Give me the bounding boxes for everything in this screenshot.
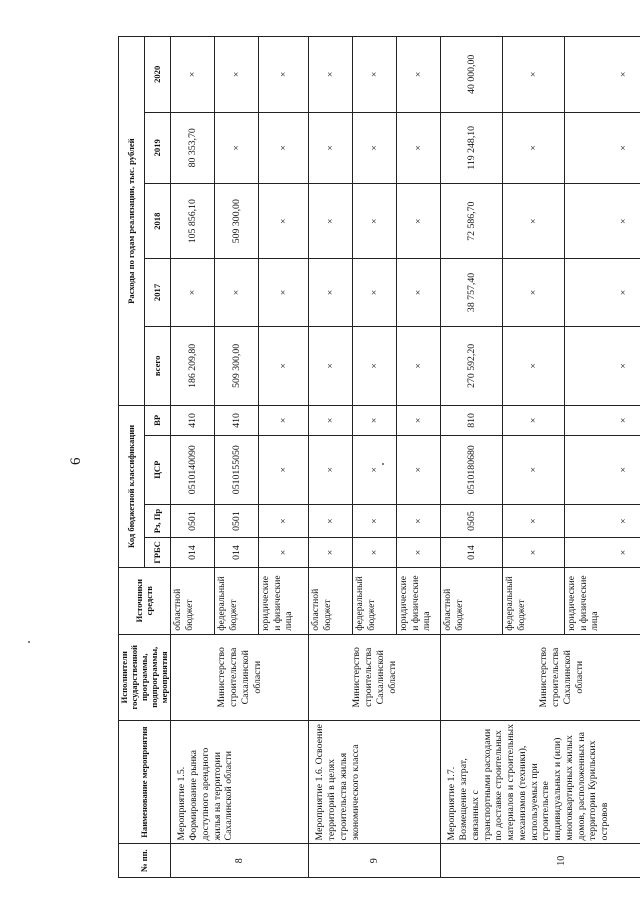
cell-rzpr: ×: [309, 504, 353, 538]
col-grbs-header: ГРБС: [145, 538, 171, 567]
funding-source: областной бюджет: [171, 567, 215, 634]
cell-csr: ×: [309, 435, 353, 504]
cell-grbs: ×: [397, 538, 441, 567]
cell-y2020: ×: [565, 37, 640, 113]
cell-vr: ×: [309, 406, 353, 435]
col-rzpr-header: Рз, Пр: [145, 504, 171, 538]
col-executor-header: Исполнители государственной программы, подпрограммы, мероприятия: [119, 634, 171, 720]
budget-code-header: Код бюджетной классификации: [119, 406, 145, 567]
table-row: [441, 37, 503, 878]
cell-y2019: ×: [353, 112, 397, 183]
funding-source: федеральный бюджет: [503, 567, 565, 634]
cell-vr: 810: [441, 406, 503, 435]
cell-total: 270 592,20: [441, 326, 503, 406]
cell-vr: 410: [215, 406, 259, 435]
cell-rzpr: 0505: [441, 504, 503, 538]
cell-y2017: ×: [215, 259, 259, 326]
cell-csr: ×: [565, 435, 640, 504]
budget-table: [118, 36, 640, 878]
cell-y2018: ×: [259, 183, 309, 258]
cell-y2019: ×: [259, 112, 309, 183]
cell-grbs: ×: [353, 538, 397, 567]
col-total-header: всего: [145, 326, 171, 406]
cell-y2020: ×: [171, 37, 215, 113]
measure-name: Мероприятие 1.7. Возмещение затрат, связанных с транспортными расходами по доставке строительных материалов и строительных механизмов (техники), используемых при строительстве индивидуальных и (или) многоквартирных жилых домов, расположенных на территории Курильских островов: [441, 720, 640, 844]
cell-rzpr: ×: [353, 504, 397, 538]
cell-y2020: 40 000,00: [441, 37, 503, 113]
col-2020-header: 2020: [145, 37, 171, 113]
col-2019-header: 2019: [145, 112, 171, 183]
cell-y2020: ×: [259, 37, 309, 113]
row-number: 10: [441, 844, 640, 878]
executor-name: Министерство строительства Сахалинской области: [171, 634, 309, 720]
cell-y2018: ×: [565, 183, 640, 258]
col-2018-header: 2018: [145, 183, 171, 258]
cell-rzpr: 0501: [171, 504, 215, 538]
cell-grbs: ×: [565, 538, 640, 567]
cell-total: ×: [397, 326, 441, 406]
cell-rzpr: ×: [259, 504, 309, 538]
cell-grbs: ×: [503, 538, 565, 567]
col-vr-header: ВР: [145, 406, 171, 435]
cell-y2020: ×: [397, 37, 441, 113]
cell-y2018: ×: [309, 183, 353, 258]
cell-vr: ×: [397, 406, 441, 435]
cell-y2019: ×: [565, 112, 640, 183]
cell-vr: ×: [353, 406, 397, 435]
table-row: [171, 37, 215, 878]
cell-total: ×: [353, 326, 397, 406]
cell-rzpr: ×: [397, 504, 441, 538]
cell-csr: ×: [397, 435, 441, 504]
measure-name: Мероприятие 1.6. Освоение территорий в целях строительства жилья экономического класса: [309, 720, 441, 844]
cell-y2018: 509 300,00: [215, 183, 259, 258]
funding-source: областной бюджет: [309, 567, 353, 634]
measure-name: Мероприятие 1.5. Формирование рынка доступного арендного жилья на территории Сахалинской области: [171, 720, 309, 844]
cell-csr: ×: [353, 435, 397, 504]
col-source-header: Источники средств: [119, 567, 171, 634]
cell-grbs: ×: [259, 538, 309, 567]
cell-y2020: ×: [503, 37, 565, 113]
cell-y2019: ×: [397, 112, 441, 183]
col-name-header: Наименование мероприятия: [119, 720, 171, 844]
cell-rzpr: 0501: [215, 504, 259, 538]
cell-total: ×: [565, 326, 640, 406]
cell-y2019: 80 353,70: [171, 112, 215, 183]
executor-name: Министерство строительства Сахалинской области: [441, 634, 640, 720]
table-row: [309, 37, 353, 878]
col-2017-header: 2017: [145, 259, 171, 326]
funding-source: федеральный бюджет: [215, 567, 259, 634]
cell-y2017: 38 757,40: [441, 259, 503, 326]
cell-csr: ×: [503, 435, 565, 504]
cell-y2020: ×: [215, 37, 259, 113]
executor-name: Министерство строительства Сахалинской области: [309, 634, 441, 720]
cell-y2018: ×: [353, 183, 397, 258]
cell-rzpr: ×: [503, 504, 565, 538]
cell-grbs: ×: [309, 538, 353, 567]
cell-total: ×: [503, 326, 565, 406]
cell-grbs: 014: [441, 538, 503, 567]
cell-y2017: ×: [397, 259, 441, 326]
table-body: [171, 37, 640, 878]
cell-total: ×: [259, 326, 309, 406]
cell-y2017: ×: [171, 259, 215, 326]
cell-y2018: 72 586,70: [441, 183, 503, 258]
funding-source: областной бюджет: [441, 567, 503, 634]
funding-source: федеральный бюджет: [353, 567, 397, 634]
cell-y2017: ×: [565, 259, 640, 326]
cell-y2017: ×: [353, 259, 397, 326]
funding-source: юридические и физические лица: [565, 567, 640, 634]
funding-source: юридические и физические лица: [397, 567, 441, 634]
cell-total: 186 209,80: [171, 326, 215, 406]
cell-y2020: ×: [309, 37, 353, 113]
cell-grbs: 014: [215, 538, 259, 567]
cell-y2019: 119 248,10: [441, 112, 503, 183]
cell-vr: ×: [259, 406, 309, 435]
cell-csr: ×: [259, 435, 309, 504]
cell-total: 509 300,00: [215, 326, 259, 406]
expenses-header: Расходы по годам реализации, тыс. рублей: [119, 37, 145, 406]
cell-vr: ×: [503, 406, 565, 435]
page-number: 6: [68, 457, 84, 465]
cell-total: ×: [309, 326, 353, 406]
cell-y2018: 105 856,10: [171, 183, 215, 258]
cell-vr: ×: [565, 406, 640, 435]
cell-y2019: ×: [503, 112, 565, 183]
cell-y2017: ×: [503, 259, 565, 326]
cell-y2018: ×: [397, 183, 441, 258]
cell-csr: 0510155050: [215, 435, 259, 504]
cell-y2017: ×: [309, 259, 353, 326]
col-csr-header: ЦСР: [145, 435, 171, 504]
cell-y2020: ×: [353, 37, 397, 113]
row-number: 8: [171, 844, 309, 878]
cell-rzpr: ×: [565, 504, 640, 538]
cell-y2019: ×: [309, 112, 353, 183]
cell-csr: 0510140090: [171, 435, 215, 504]
cell-grbs: 014: [171, 538, 215, 567]
cell-csr: 0510180680: [441, 435, 503, 504]
cell-vr: 410: [171, 406, 215, 435]
cell-y2017: ×: [259, 259, 309, 326]
cell-y2018: ×: [503, 183, 565, 258]
scan-speck: [28, 641, 30, 643]
table-header: [119, 37, 171, 878]
col-num-header: № пп.: [119, 844, 171, 878]
row-number: 9: [309, 844, 441, 878]
cell-y2019: ×: [215, 112, 259, 183]
funding-source: юридические и физические лица: [259, 567, 309, 634]
